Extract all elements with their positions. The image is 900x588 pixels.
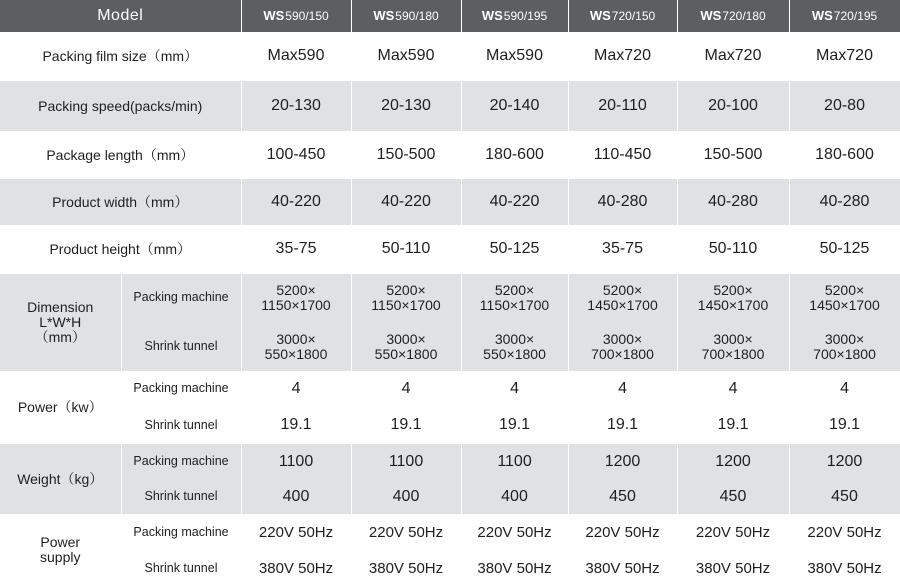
supply-label-line1: Power: [40, 534, 81, 551]
row-product-width: [0, 179, 900, 225]
cell: 100-450: [241, 131, 351, 179]
sub-label-packing-machine: Packing machine: [121, 444, 241, 480]
cell: 220V 50Hz: [789, 514, 900, 552]
row-weight-packing: [0, 444, 900, 480]
cell: 400: [241, 480, 351, 514]
cell: 5200× 1150×1700: [461, 274, 568, 322]
row-supply-tunnel: [0, 552, 900, 586]
cell: 380V 50Hz: [461, 552, 568, 586]
cell: 40-220: [241, 179, 351, 225]
cell: 1200: [789, 444, 900, 480]
model-ws590-180: WS590/180: [351, 0, 461, 32]
cell: 220V 50Hz: [241, 514, 351, 552]
cell: 50-110: [351, 225, 461, 274]
row-power-packing: [0, 371, 900, 407]
cell: 5200× 1150×1700: [241, 274, 351, 322]
cell: Max720: [568, 32, 677, 81]
cell: 3000× 550×1800: [461, 322, 568, 371]
cell: 4: [677, 371, 789, 407]
model-ws590-195: WS590/195: [461, 0, 568, 32]
cell: 50-125: [461, 225, 568, 274]
cell: 3000× 700×1800: [789, 322, 900, 371]
cell: 19.1: [568, 407, 677, 444]
row-weight-tunnel: [0, 480, 900, 514]
row-supply-packing: [0, 514, 900, 552]
cell: 1100: [241, 444, 351, 480]
cell: 3000× 700×1800: [568, 322, 677, 371]
cell: Max590: [241, 32, 351, 81]
row-packing-speed: [0, 81, 900, 131]
cell: 380V 50Hz: [677, 552, 789, 586]
cell: 19.1: [351, 407, 461, 444]
cell: Max590: [351, 32, 461, 81]
label-power-supply: [0, 514, 121, 586]
cell: 1100: [461, 444, 568, 480]
dimension-label-line3: （mm）: [34, 328, 86, 345]
cell: 380V 50Hz: [241, 552, 351, 586]
cell: 180-600: [789, 131, 900, 179]
row-package-length: [0, 131, 900, 179]
model-header: Model: [0, 0, 241, 32]
row-product-height: [0, 225, 900, 274]
model-ws720-195: WS720/195: [789, 0, 900, 32]
cell: 220V 50Hz: [677, 514, 789, 552]
cell: 19.1: [241, 407, 351, 444]
label-dimension: [0, 274, 121, 371]
cell: 20-130: [351, 81, 461, 131]
cell: 450: [568, 480, 677, 514]
sub-label-packing-machine: Packing machine: [121, 371, 241, 407]
cell: 35-75: [568, 225, 677, 274]
cell: 4: [241, 371, 351, 407]
cell: 400: [351, 480, 461, 514]
cell: 40-280: [568, 179, 677, 225]
cell: 5200× 1150×1700: [351, 274, 461, 322]
cell: 220V 50Hz: [568, 514, 677, 552]
sub-label-packing-machine: Packing machine: [121, 514, 241, 552]
cell: Max720: [677, 32, 789, 81]
cell: 150-500: [677, 131, 789, 179]
cell: 35-75: [241, 225, 351, 274]
sub-label-shrink-tunnel: Shrink tunnel: [121, 480, 241, 514]
cell: 5200× 1450×1700: [568, 274, 677, 322]
cell: 40-220: [461, 179, 568, 225]
cell: 400: [461, 480, 568, 514]
model-ws720-180: WS720/180: [677, 0, 789, 32]
dimension-label-line1: Dimension: [27, 299, 94, 316]
cell: 19.1: [461, 407, 568, 444]
label-product-height: Product height（mm）: [0, 225, 241, 274]
cell: 5200× 1450×1700: [677, 274, 789, 322]
sub-label-shrink-tunnel: Shrink tunnel: [121, 322, 241, 371]
model-ws720-150: WS720/150: [568, 0, 677, 32]
label-product-width: Product width（mm）: [0, 179, 241, 225]
label-package-length: Package length（mm）: [0, 131, 241, 179]
supply-label-line2: supply: [40, 549, 81, 565]
cell: 40-280: [789, 179, 900, 225]
header-row: [0, 0, 900, 32]
cell: 3000× 550×1800: [351, 322, 461, 371]
sub-label-packing-machine: Packing machine: [121, 274, 241, 322]
cell: 20-140: [461, 81, 568, 131]
row-dimension-packing: [0, 274, 900, 322]
label-power: Power（kw）: [0, 371, 121, 444]
sub-label-shrink-tunnel: Shrink tunnel: [121, 552, 241, 586]
cell: 1200: [677, 444, 789, 480]
cell: 3000× 700×1800: [677, 322, 789, 371]
label-weight: Weight（kg）: [0, 444, 121, 514]
cell: Max720: [789, 32, 900, 81]
cell: 40-220: [351, 179, 461, 225]
cell: 19.1: [789, 407, 900, 444]
row-film-size: [0, 32, 900, 81]
model-ws590-150: WS590/150: [241, 0, 351, 32]
cell: 3000× 550×1800: [241, 322, 351, 371]
cell: 4: [568, 371, 677, 407]
cell: 50-125: [789, 225, 900, 274]
cell: 450: [677, 480, 789, 514]
cell: 50-110: [677, 225, 789, 274]
cell: 4: [461, 371, 568, 407]
cell: 20-130: [241, 81, 351, 131]
cell: 20-110: [568, 81, 677, 131]
cell: 1100: [351, 444, 461, 480]
sub-label-shrink-tunnel: Shrink tunnel: [121, 407, 241, 444]
cell: 110-450: [568, 131, 677, 179]
cell: 1200: [568, 444, 677, 480]
cell: 150-500: [351, 131, 461, 179]
cell: 380V 50Hz: [351, 552, 461, 586]
label-packing-speed: Packing speed(packs/min): [0, 81, 241, 131]
cell: 5200× 1450×1700: [789, 274, 900, 322]
cell: 180-600: [461, 131, 568, 179]
label-film-size: Packing film size（mm）: [0, 32, 241, 81]
cell: 450: [789, 480, 900, 514]
cell: 40-280: [677, 179, 789, 225]
cell: 4: [351, 371, 461, 407]
dimension-label-line2: L*W*H: [39, 314, 82, 331]
cell: Max590: [461, 32, 568, 81]
cell: 20-100: [677, 81, 789, 131]
cell: 19.1: [677, 407, 789, 444]
cell: 220V 50Hz: [351, 514, 461, 552]
cell: 4: [789, 371, 900, 407]
row-power-tunnel: [0, 407, 900, 444]
cell: 380V 50Hz: [789, 552, 900, 586]
cell: 220V 50Hz: [461, 514, 568, 552]
cell: 20-80: [789, 81, 900, 131]
row-dimension-tunnel: [0, 322, 900, 371]
cell: 380V 50Hz: [568, 552, 677, 586]
